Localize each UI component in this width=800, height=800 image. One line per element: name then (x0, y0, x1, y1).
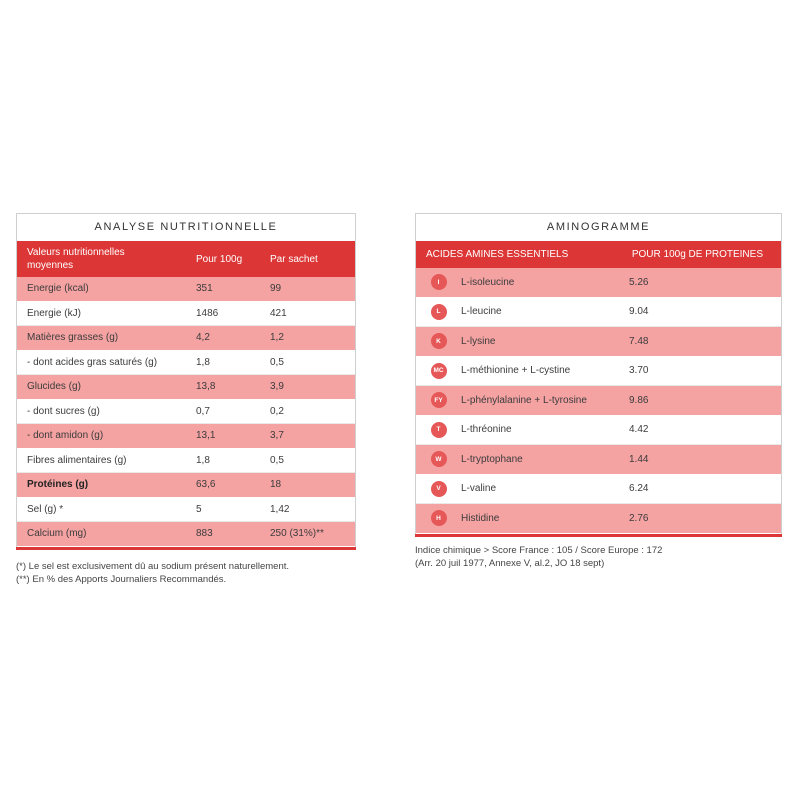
amino-acid-value: 1.44 (629, 453, 649, 465)
aminogram-row (416, 475, 781, 505)
nutrient-label: Calcium (mg) (27, 528, 87, 540)
nutrition-row (17, 351, 355, 376)
nutrition-notes (16, 560, 289, 586)
value-per100g: 0,7 (196, 405, 210, 417)
amino-acid-name: L-phénylalanine + L-tyrosine (461, 394, 587, 406)
value-per-sachet: 1,2 (270, 332, 284, 344)
amino-code-badge-icon: V (431, 481, 447, 497)
aminogram-row (416, 445, 781, 475)
amino-acid-value: 3.70 (629, 365, 649, 377)
value-per100g: 1,8 (196, 454, 210, 466)
amino-code-cell (416, 481, 461, 497)
value-per-sachet: 0,2 (270, 405, 284, 417)
header-col-per100g: Pour 100g (196, 253, 243, 265)
amino-acid-name: L-méthionine + L-cystine (461, 365, 571, 377)
amino-code-cell (416, 274, 461, 290)
amino-acid-name: L-isoleucine (461, 276, 515, 288)
amino-acid-value: 4.42 (629, 424, 649, 436)
amino-acid-name: L-leucine (461, 306, 502, 318)
nutrition-table (16, 213, 356, 550)
aminogram-row (416, 327, 781, 357)
aminogram-table (415, 213, 782, 537)
aminogram-rows (416, 268, 781, 534)
amino-code-cell (416, 392, 461, 408)
nutrition-row (17, 277, 355, 302)
nutrition-row (17, 375, 355, 400)
nutrition-row (17, 326, 355, 351)
nutrient-label: Fibres alimentaires (g) (27, 454, 127, 466)
header-col-values-line1: Valeurs nutritionnelles (27, 247, 125, 258)
aminogram-row (416, 386, 781, 416)
aminogram-table-header (416, 241, 781, 268)
aminogram-table-bottom-bar (415, 534, 782, 537)
amino-acid-value: 7.48 (629, 335, 649, 347)
value-per100g: 1,8 (196, 356, 210, 368)
amino-code-badge-icon: W (431, 451, 447, 467)
amino-acid-name: L-thréonine (461, 424, 512, 436)
aminogram-table-frame (415, 213, 782, 534)
amino-code-cell (416, 304, 461, 320)
aminogram-row (416, 416, 781, 446)
amino-code-badge-icon: K (431, 333, 447, 349)
nutrient-label: Sel (g) * (27, 503, 64, 515)
value-per-sachet: 250 (31%)** (270, 528, 324, 540)
note-ajr: (**) En % des Apports Journaliers Recommandés. (16, 574, 227, 585)
amino-code-cell (416, 451, 461, 467)
amino-acid-value: 5.26 (629, 276, 649, 288)
header-col-values-line2: moyennes (27, 260, 74, 271)
amino-acid-value: 6.24 (629, 483, 649, 495)
value-per100g: 351 (196, 283, 213, 295)
value-per-sachet: 421 (270, 307, 287, 319)
nutrition-row (17, 473, 355, 498)
nutrient-label: - dont amidon (g) (27, 430, 104, 442)
value-per100g: 1486 (196, 307, 219, 319)
amino-code-cell (416, 510, 461, 526)
nutrient-label: - dont sucres (g) (27, 405, 100, 417)
header-col-values (17, 246, 196, 272)
amino-code-badge-icon: FY (431, 392, 447, 408)
amino-code-cell (416, 333, 461, 349)
value-per100g: 13,8 (196, 381, 216, 393)
nutrition-table-title: ANALYSE NUTRITIONNELLE (17, 214, 355, 241)
aminogram-row (416, 298, 781, 328)
amino-acid-value: 9.04 (629, 306, 649, 318)
nutrition-row (17, 498, 355, 523)
nutrition-row (17, 302, 355, 327)
amino-acid-name: L-tryptophane (461, 453, 523, 465)
nutrition-row (17, 449, 355, 474)
nutrition-table-bottom-bar (16, 547, 356, 550)
nutrition-row (17, 522, 355, 547)
value-per-sachet: 99 (270, 283, 282, 295)
aminogram-row (416, 357, 781, 387)
nutrient-label: Energie (kcal) (27, 283, 89, 295)
value-per100g: 4,2 (196, 332, 210, 344)
nutrition-rows (17, 277, 355, 547)
value-per-sachet: 0,5 (270, 454, 284, 466)
amino-acid-value: 9.86 (629, 394, 649, 406)
nutrition-row (17, 400, 355, 425)
value-per-sachet: 18 (270, 479, 282, 491)
value-per-sachet: 3,9 (270, 381, 284, 393)
amino-code-cell (416, 422, 461, 438)
amino-acid-name: Histidine (461, 512, 500, 524)
nutrient-label: Energie (kJ) (27, 307, 81, 319)
value-per100g: 5 (196, 503, 202, 515)
value-per-sachet: 0,5 (270, 356, 284, 368)
note-salt: (*) Le sel est exclusivement dû au sodium présent naturellement. (16, 561, 289, 572)
note-chemical-index: Indice chimique > Score France : 105 / Score Europe : 172 (415, 545, 663, 556)
nutrient-label: Matières grasses (g) (27, 332, 119, 344)
amino-code-badge-icon: L (431, 304, 447, 320)
header-col-per100g-protein: POUR 100g DE PROTEINES (631, 249, 763, 260)
nutrient-label: Glucides (g) (27, 381, 81, 393)
nutrient-label: - dont acides gras saturés (g) (27, 356, 158, 368)
amino-code-badge-icon: I (431, 274, 447, 290)
amino-code-badge-icon: MC (431, 363, 447, 379)
amino-acid-name: L-lysine (461, 335, 496, 347)
value-per100g: 883 (196, 528, 213, 540)
header-col-amino-acids: ACIDES AMINES ESSENTIELS (426, 249, 569, 260)
aminogram-table-title: AMINOGRAMME (416, 214, 781, 241)
aminogram-row (416, 268, 781, 298)
amino-code-cell (416, 363, 461, 379)
amino-code-badge-icon: H (431, 510, 447, 526)
amino-acid-name: L-valine (461, 483, 497, 495)
amino-acid-value: 2.76 (629, 512, 649, 524)
value-per-sachet: 1,42 (270, 503, 290, 515)
nutrient-label: Protéines (g) (27, 479, 89, 491)
nutrition-table-frame (16, 213, 356, 547)
value-per-sachet: 3,7 (270, 430, 284, 442)
aminogram-notes (415, 544, 662, 570)
nutrition-table-header (17, 241, 355, 277)
value-per100g: 13,1 (196, 430, 216, 442)
note-reference: (Arr. 20 juil 1977, Annexe V, al.2, JO 18 sept) (415, 558, 605, 569)
aminogram-row (416, 504, 781, 534)
nutrition-row (17, 424, 355, 449)
header-col-per-sachet: Par sachet (270, 253, 318, 265)
amino-code-badge-icon: T (431, 422, 447, 438)
value-per100g: 63,6 (196, 479, 216, 491)
